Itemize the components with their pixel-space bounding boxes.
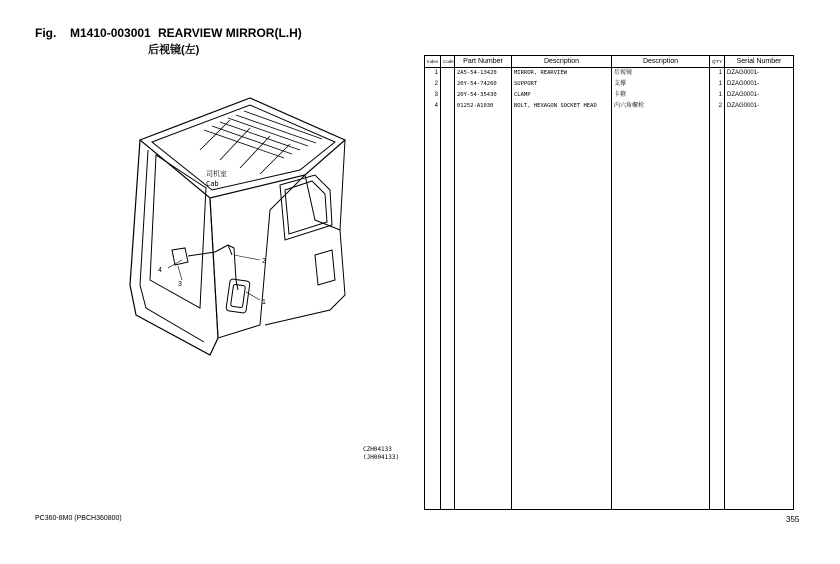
cell-description: BOLT, HEXAGON SOCKET HEAD xyxy=(512,101,612,112)
cell-serial: DZAG0001- xyxy=(725,90,794,101)
page-subtitle-cn: 后视镜(左) xyxy=(148,44,200,56)
cell-part-number: 01252-A1030 xyxy=(455,101,512,112)
cell-qty: 1 xyxy=(710,79,725,90)
cell-index: 3 xyxy=(425,90,441,101)
cell-code xyxy=(441,101,455,112)
cell-index: 2 xyxy=(425,79,441,90)
fig-number: M1410-003001 xyxy=(70,26,151,40)
cell-description-cn: 支撑 xyxy=(612,79,710,90)
cell-qty: 2 xyxy=(710,101,725,112)
cell-code xyxy=(441,68,455,80)
cell-qty: 1 xyxy=(710,68,725,80)
cell-qty: 1 xyxy=(710,90,725,101)
page-title: REARVIEW MIRROR(L.H) xyxy=(158,26,302,40)
cell-description-cn: 卡箍 xyxy=(612,90,710,101)
cell-description-cn: 内六角螺栓 xyxy=(612,101,710,112)
table-row xyxy=(425,79,794,90)
table-header-row xyxy=(425,56,794,68)
callout-3: 3 xyxy=(178,281,182,288)
cell-code xyxy=(441,79,455,90)
drawing-ref-code: CZH04133 xyxy=(363,446,392,453)
cell-serial: DZAG0001- xyxy=(725,79,794,90)
col-header-description-cn: Description xyxy=(612,56,710,68)
cell-description-cn: 后视镜 xyxy=(612,68,710,80)
cab-exploded-drawing xyxy=(100,80,360,380)
cell-description: SUPPORT xyxy=(512,79,612,90)
cell-index: 1 xyxy=(425,68,441,80)
drawing-ref-code-alt: (JH004133) xyxy=(363,454,400,461)
col-header-code: Code xyxy=(441,56,455,68)
drawing-reference xyxy=(363,446,399,462)
col-header-description: Description xyxy=(512,56,612,68)
callout-2: 2 xyxy=(262,258,266,265)
cell-code xyxy=(441,90,455,101)
cell-serial: DZAG0001- xyxy=(725,68,794,80)
cell-part-number: 20Y-54-35430 xyxy=(455,90,512,101)
col-header-qty: Q'TY xyxy=(710,56,725,68)
table-row xyxy=(425,68,794,80)
footer-model: PC360-8M0 (PBCH360800) xyxy=(35,515,122,522)
cell-description: CLAMP xyxy=(512,90,612,101)
col-header-part-number: Part Number xyxy=(455,56,512,68)
callout-4: 4 xyxy=(158,267,162,274)
cab-label-cn: 司机室 xyxy=(206,170,227,178)
col-header-index: Index xyxy=(425,56,441,68)
cell-part-number: 2A5-54-13420 xyxy=(455,68,512,80)
table-filler-row xyxy=(425,112,794,510)
cell-serial: DZAG0001- xyxy=(725,101,794,112)
parts-table xyxy=(424,55,794,510)
cell-index: 4 xyxy=(425,101,441,112)
fig-label: Fig. xyxy=(35,26,57,40)
cell-part-number: 20Y-54-74260 xyxy=(455,79,512,90)
cell-description: MIRROR, REARVIEW xyxy=(512,68,612,80)
table-row xyxy=(425,90,794,101)
col-header-serial: Serial Number xyxy=(725,56,794,68)
table-row xyxy=(425,101,794,112)
callout-1: 1 xyxy=(262,299,266,306)
page-number: 355 xyxy=(786,515,800,524)
cab-label: Cab xyxy=(206,180,219,188)
